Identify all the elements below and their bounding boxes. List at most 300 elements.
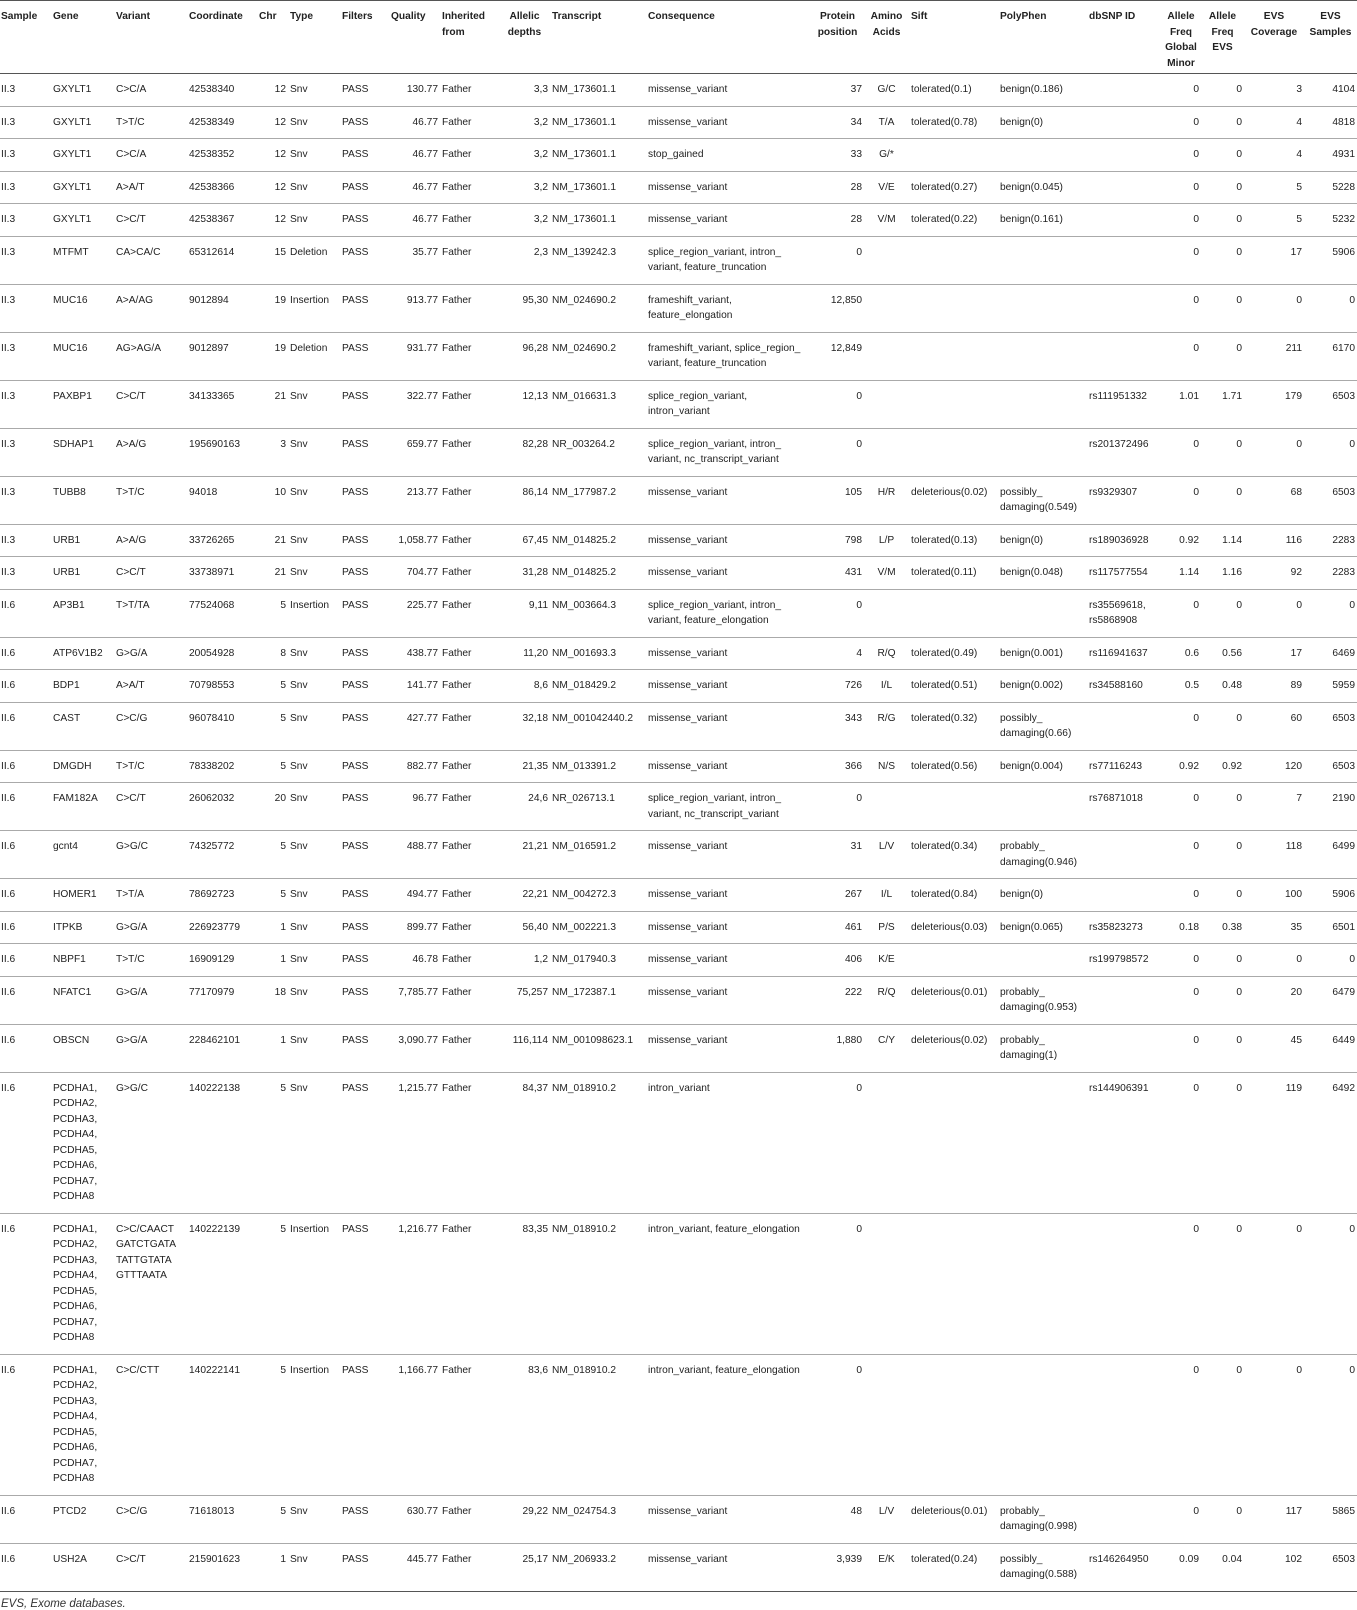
cell-coordinate: 16909129 xyxy=(187,944,257,977)
cell-inherited-from: Father xyxy=(440,589,499,637)
cell-amino-acids: H/R xyxy=(864,476,909,524)
cell-filters: PASS xyxy=(340,750,389,783)
cell-allele-freq-evs: 0 xyxy=(1201,284,1244,332)
cell-chr: 12 xyxy=(257,74,288,107)
cell-allele-freq-global-minor: 0 xyxy=(1161,1495,1201,1543)
cell-sample: II.6 xyxy=(0,1213,51,1354)
cell-protein-position: 267 xyxy=(811,879,864,912)
cell-allele-freq-evs: 0.04 xyxy=(1201,1543,1244,1591)
cell-allele-freq-evs: 0 xyxy=(1201,74,1244,107)
cell-filters: PASS xyxy=(340,944,389,977)
table-row xyxy=(0,284,1357,332)
cell-dbsnp-id: rs35569618, rs5868908 xyxy=(1087,589,1161,637)
cell-protein-position: 366 xyxy=(811,750,864,783)
cell-amino-acids: L/V xyxy=(864,831,909,879)
header-sift: Sift xyxy=(909,1,998,74)
cell-allele-freq-global-minor: 0 xyxy=(1161,1072,1201,1213)
cell-amino-acids: I/L xyxy=(864,879,909,912)
cell-variant: A>A/T xyxy=(114,670,187,703)
cell-sift xyxy=(909,428,998,476)
cell-inherited-from: Father xyxy=(440,783,499,831)
cell-sample: II.3 xyxy=(0,332,51,380)
cell-sift: tolerated(0.27) xyxy=(909,171,998,204)
header-allele-freq-global-minor: Allele Freq Global Minor xyxy=(1161,1,1201,74)
cell-evs-coverage: 0 xyxy=(1244,1354,1304,1495)
cell-chr: 5 xyxy=(257,750,288,783)
cell-allele-freq-global-minor: 1.01 xyxy=(1161,380,1201,428)
cell-sift xyxy=(909,944,998,977)
cell-sample: II.6 xyxy=(0,702,51,750)
cell-chr: 21 xyxy=(257,557,288,590)
header-type: Type xyxy=(288,1,340,74)
cell-sift xyxy=(909,589,998,637)
cell-type: Snv xyxy=(288,879,340,912)
cell-allele-freq-global-minor: 0.92 xyxy=(1161,750,1201,783)
cell-allelic-depths: 82,28 xyxy=(499,428,550,476)
cell-amino-acids: R/Q xyxy=(864,976,909,1024)
cell-variant: C>C/G xyxy=(114,702,187,750)
cell-dbsnp-id: rs9329307 xyxy=(1087,476,1161,524)
cell-consequence: missense_variant xyxy=(646,1495,811,1543)
cell-coordinate: 42538349 xyxy=(187,106,257,139)
cell-evs-coverage: 5 xyxy=(1244,204,1304,237)
cell-protein-position: 12,850 xyxy=(811,284,864,332)
cell-amino-acids: K/E xyxy=(864,944,909,977)
cell-inherited-from: Father xyxy=(440,1543,499,1591)
cell-amino-acids xyxy=(864,1354,909,1495)
cell-amino-acids: T/A xyxy=(864,106,909,139)
cell-gene: URB1 xyxy=(51,557,114,590)
cell-evs-coverage: 102 xyxy=(1244,1543,1304,1591)
cell-quality: 130.77 xyxy=(389,74,440,107)
cell-quality: 46.78 xyxy=(389,944,440,977)
cell-evs-samples: 5906 xyxy=(1304,879,1357,912)
cell-evs-samples: 6503 xyxy=(1304,380,1357,428)
cell-quality: 35.77 xyxy=(389,236,440,284)
table-row xyxy=(0,831,1357,879)
cell-allele-freq-global-minor: 0.92 xyxy=(1161,524,1201,557)
cell-polyphen: benign(0) xyxy=(998,524,1087,557)
cell-variant: T>T/C xyxy=(114,944,187,977)
cell-variant: G>G/A xyxy=(114,976,187,1024)
cell-inherited-from: Father xyxy=(440,74,499,107)
cell-allelic-depths: 12,13 xyxy=(499,380,550,428)
cell-protein-position: 4 xyxy=(811,637,864,670)
cell-allelic-depths: 22,21 xyxy=(499,879,550,912)
cell-quality: 882.77 xyxy=(389,750,440,783)
cell-evs-samples: 4818 xyxy=(1304,106,1357,139)
cell-consequence: splice_region_variant, intron_ variant, feature_truncation xyxy=(646,236,811,284)
cell-amino-acids: E/K xyxy=(864,1543,909,1591)
cell-variant: T>T/C xyxy=(114,106,187,139)
cell-coordinate: 226923779 xyxy=(187,911,257,944)
table-row xyxy=(0,1543,1357,1591)
cell-dbsnp-id: rs76871018 xyxy=(1087,783,1161,831)
cell-chr: 5 xyxy=(257,1072,288,1213)
cell-sample: II.3 xyxy=(0,428,51,476)
cell-transcript: NM_013391.2 xyxy=(550,750,646,783)
cell-allele-freq-evs: 0 xyxy=(1201,236,1244,284)
cell-consequence: missense_variant xyxy=(646,106,811,139)
cell-allele-freq-global-minor: 0 xyxy=(1161,204,1201,237)
cell-chr: 5 xyxy=(257,589,288,637)
cell-amino-acids: R/G xyxy=(864,702,909,750)
cell-evs-samples: 6492 xyxy=(1304,1072,1357,1213)
cell-sift xyxy=(909,139,998,172)
cell-coordinate: 96078410 xyxy=(187,702,257,750)
cell-dbsnp-id xyxy=(1087,1354,1161,1495)
cell-allele-freq-evs: 0.56 xyxy=(1201,637,1244,670)
cell-transcript: NM_173601.1 xyxy=(550,204,646,237)
table-row xyxy=(0,702,1357,750)
cell-type: Snv xyxy=(288,976,340,1024)
cell-chr: 5 xyxy=(257,1354,288,1495)
header-polyphen: PolyPhen xyxy=(998,1,1087,74)
cell-transcript: NM_001693.3 xyxy=(550,637,646,670)
cell-consequence: missense_variant xyxy=(646,944,811,977)
cell-allele-freq-global-minor: 1.14 xyxy=(1161,557,1201,590)
header-quality: Quality xyxy=(389,1,440,74)
cell-type: Snv xyxy=(288,204,340,237)
cell-consequence: missense_variant xyxy=(646,879,811,912)
cell-dbsnp-id xyxy=(1087,139,1161,172)
cell-evs-coverage: 17 xyxy=(1244,236,1304,284)
cell-allele-freq-global-minor: 0 xyxy=(1161,74,1201,107)
cell-allelic-depths: 67,45 xyxy=(499,524,550,557)
cell-sift: tolerated(0.34) xyxy=(909,831,998,879)
cell-coordinate: 42538340 xyxy=(187,74,257,107)
cell-coordinate: 94018 xyxy=(187,476,257,524)
cell-gene: GXYLT1 xyxy=(51,106,114,139)
cell-evs-samples: 5228 xyxy=(1304,171,1357,204)
table-row xyxy=(0,911,1357,944)
cell-filters: PASS xyxy=(340,589,389,637)
cell-sample: II.3 xyxy=(0,557,51,590)
header-dbsnp-id: dbSNP ID xyxy=(1087,1,1161,74)
cell-protein-position: 28 xyxy=(811,171,864,204)
cell-gene: URB1 xyxy=(51,524,114,557)
cell-protein-position: 33 xyxy=(811,139,864,172)
cell-amino-acids: G/* xyxy=(864,139,909,172)
cell-quality: 913.77 xyxy=(389,284,440,332)
cell-dbsnp-id xyxy=(1087,879,1161,912)
header-protein-position: Protein position xyxy=(811,1,864,74)
cell-consequence: stop_gained xyxy=(646,139,811,172)
cell-inherited-from: Father xyxy=(440,831,499,879)
cell-allelic-depths: 75,257 xyxy=(499,976,550,1024)
cell-variant: C>C/T xyxy=(114,557,187,590)
cell-chr: 5 xyxy=(257,670,288,703)
cell-polyphen xyxy=(998,1072,1087,1213)
cell-evs-samples: 0 xyxy=(1304,1213,1357,1354)
cell-gene: ATP6V1B2 xyxy=(51,637,114,670)
cell-type: Snv xyxy=(288,670,340,703)
cell-consequence: missense_variant xyxy=(646,74,811,107)
cell-allelic-depths: 29,22 xyxy=(499,1495,550,1543)
cell-coordinate: 140222138 xyxy=(187,1072,257,1213)
cell-polyphen: possibly_ damaging(0.66) xyxy=(998,702,1087,750)
cell-amino-acids xyxy=(864,332,909,380)
cell-protein-position: 0 xyxy=(811,783,864,831)
cell-evs-coverage: 5 xyxy=(1244,171,1304,204)
cell-amino-acids xyxy=(864,1213,909,1354)
cell-evs-coverage: 0 xyxy=(1244,284,1304,332)
cell-gene: AP3B1 xyxy=(51,589,114,637)
cell-evs-coverage: 92 xyxy=(1244,557,1304,590)
cell-quality: 659.77 xyxy=(389,428,440,476)
cell-protein-position: 222 xyxy=(811,976,864,1024)
cell-coordinate: 33726265 xyxy=(187,524,257,557)
cell-allele-freq-global-minor: 0 xyxy=(1161,831,1201,879)
cell-gene: MTFMT xyxy=(51,236,114,284)
cell-transcript: NM_016591.2 xyxy=(550,831,646,879)
cell-polyphen: benign(0.045) xyxy=(998,171,1087,204)
header-evs-coverage: EVS Coverage xyxy=(1244,1,1304,74)
cell-type: Snv xyxy=(288,783,340,831)
cell-chr: 5 xyxy=(257,879,288,912)
cell-evs-samples: 6499 xyxy=(1304,831,1357,879)
cell-gene: PAXBP1 xyxy=(51,380,114,428)
cell-polyphen: probably_ damaging(0.946) xyxy=(998,831,1087,879)
cell-type: Deletion xyxy=(288,332,340,380)
table-row xyxy=(0,524,1357,557)
cell-evs-coverage: 7 xyxy=(1244,783,1304,831)
header-transcript: Transcript xyxy=(550,1,646,74)
cell-evs-samples: 4104 xyxy=(1304,74,1357,107)
cell-sample: II.6 xyxy=(0,879,51,912)
cell-evs-coverage: 68 xyxy=(1244,476,1304,524)
cell-quality: 96.77 xyxy=(389,783,440,831)
cell-dbsnp-id: rs144906391 xyxy=(1087,1072,1161,1213)
cell-protein-position: 461 xyxy=(811,911,864,944)
cell-transcript: NM_018910.2 xyxy=(550,1072,646,1213)
cell-protein-position: 31 xyxy=(811,831,864,879)
cell-allelic-depths: 11,20 xyxy=(499,637,550,670)
cell-polyphen: benign(0.001) xyxy=(998,637,1087,670)
cell-amino-acids xyxy=(864,236,909,284)
cell-evs-coverage: 116 xyxy=(1244,524,1304,557)
cell-sift: tolerated(0.51) xyxy=(909,670,998,703)
cell-allelic-depths: 3,3 xyxy=(499,74,550,107)
cell-sample: II.6 xyxy=(0,1495,51,1543)
cell-inherited-from: Father xyxy=(440,1495,499,1543)
cell-filters: PASS xyxy=(340,380,389,428)
cell-coordinate: 77170979 xyxy=(187,976,257,1024)
cell-evs-coverage: 4 xyxy=(1244,139,1304,172)
cell-gene: HOMER1 xyxy=(51,879,114,912)
cell-dbsnp-id: rs201372496 xyxy=(1087,428,1161,476)
cell-protein-position: 406 xyxy=(811,944,864,977)
cell-evs-samples: 0 xyxy=(1304,589,1357,637)
cell-sample: II.6 xyxy=(0,831,51,879)
cell-allele-freq-evs: 0 xyxy=(1201,1354,1244,1495)
cell-amino-acids: L/P xyxy=(864,524,909,557)
cell-dbsnp-id xyxy=(1087,1213,1161,1354)
cell-protein-position: 1,880 xyxy=(811,1024,864,1072)
header-coordinate: Coordinate xyxy=(187,1,257,74)
cell-chr: 8 xyxy=(257,637,288,670)
cell-chr: 18 xyxy=(257,976,288,1024)
cell-inherited-from: Father xyxy=(440,476,499,524)
cell-allelic-depths: 83,35 xyxy=(499,1213,550,1354)
cell-dbsnp-id xyxy=(1087,1024,1161,1072)
cell-dbsnp-id: rs34588160 xyxy=(1087,670,1161,703)
header-consequence: Consequence xyxy=(646,1,811,74)
cell-filters: PASS xyxy=(340,476,389,524)
cell-type: Snv xyxy=(288,911,340,944)
cell-amino-acids xyxy=(864,783,909,831)
cell-allele-freq-evs: 0 xyxy=(1201,204,1244,237)
cell-allele-freq-global-minor: 0.18 xyxy=(1161,911,1201,944)
cell-allelic-depths: 3,2 xyxy=(499,139,550,172)
cell-sift xyxy=(909,1354,998,1495)
cell-gene: PCDHA1, PCDHA2, PCDHA3, PCDHA4, PCDHA5, PCDHA6, PCDHA7, PCDHA8 xyxy=(51,1072,114,1213)
cell-coordinate: 42538366 xyxy=(187,171,257,204)
cell-inherited-from: Father xyxy=(440,236,499,284)
cell-consequence: intron_variant xyxy=(646,1072,811,1213)
cell-gene: ITPKB xyxy=(51,911,114,944)
cell-filters: PASS xyxy=(340,171,389,204)
cell-inherited-from: Father xyxy=(440,284,499,332)
cell-evs-samples: 6503 xyxy=(1304,702,1357,750)
cell-allelic-depths: 96,28 xyxy=(499,332,550,380)
cell-amino-acids xyxy=(864,1072,909,1213)
cell-variant: G>G/C xyxy=(114,1072,187,1213)
cell-consequence: missense_variant xyxy=(646,637,811,670)
cell-inherited-from: Father xyxy=(440,524,499,557)
cell-amino-acids: V/M xyxy=(864,557,909,590)
cell-evs-samples: 5232 xyxy=(1304,204,1357,237)
cell-type: Snv xyxy=(288,1072,340,1213)
cell-inherited-from: Father xyxy=(440,557,499,590)
cell-allelic-depths: 21,35 xyxy=(499,750,550,783)
cell-amino-acids: L/V xyxy=(864,1495,909,1543)
cell-type: Insertion xyxy=(288,1213,340,1354)
cell-evs-coverage: 118 xyxy=(1244,831,1304,879)
cell-sift: tolerated(0.13) xyxy=(909,524,998,557)
cell-allele-freq-global-minor: 0 xyxy=(1161,1213,1201,1354)
cell-dbsnp-id xyxy=(1087,106,1161,139)
cell-allelic-depths: 9,11 xyxy=(499,589,550,637)
cell-allele-freq-global-minor: 0 xyxy=(1161,879,1201,912)
table-row xyxy=(0,879,1357,912)
cell-evs-samples: 0 xyxy=(1304,284,1357,332)
cell-allelic-depths: 84,37 xyxy=(499,1072,550,1213)
cell-sift: deleterious(0.03) xyxy=(909,911,998,944)
cell-variant: G>G/A xyxy=(114,911,187,944)
cell-sample: II.6 xyxy=(0,1072,51,1213)
cell-variant: C>C/A xyxy=(114,139,187,172)
cell-variant: T>T/C xyxy=(114,476,187,524)
cell-consequence: frameshift_variant, splice_region_ variant, feature_truncation xyxy=(646,332,811,380)
cell-chr: 19 xyxy=(257,284,288,332)
header-evs-samples: EVS Samples xyxy=(1304,1,1357,74)
cell-coordinate: 34133365 xyxy=(187,380,257,428)
table-row xyxy=(0,332,1357,380)
cell-allele-freq-global-minor: 0 xyxy=(1161,106,1201,139)
cell-allelic-depths: 3,2 xyxy=(499,171,550,204)
cell-sift: deleterious(0.01) xyxy=(909,976,998,1024)
cell-sample: II.3 xyxy=(0,236,51,284)
cell-evs-coverage: 211 xyxy=(1244,332,1304,380)
cell-gene: gcnt4 xyxy=(51,831,114,879)
cell-sift xyxy=(909,1213,998,1354)
cell-allele-freq-global-minor: 0 xyxy=(1161,171,1201,204)
cell-sift: deleterious(0.02) xyxy=(909,1024,998,1072)
table-row xyxy=(0,106,1357,139)
cell-quality: 899.77 xyxy=(389,911,440,944)
cell-allelic-depths: 32,18 xyxy=(499,702,550,750)
cell-type: Snv xyxy=(288,1543,340,1591)
cell-allele-freq-global-minor: 0 xyxy=(1161,428,1201,476)
cell-coordinate: 71618013 xyxy=(187,1495,257,1543)
cell-variant: G>G/C xyxy=(114,831,187,879)
cell-sift xyxy=(909,380,998,428)
cell-dbsnp-id xyxy=(1087,284,1161,332)
cell-sift: tolerated(0.11) xyxy=(909,557,998,590)
cell-allele-freq-global-minor: 0 xyxy=(1161,332,1201,380)
cell-filters: PASS xyxy=(340,879,389,912)
cell-sift xyxy=(909,284,998,332)
cell-allelic-depths: 8,6 xyxy=(499,670,550,703)
header-allele-freq-evs: Allele Freq EVS xyxy=(1201,1,1244,74)
cell-polyphen: benign(0.004) xyxy=(998,750,1087,783)
cell-sift: tolerated(0.32) xyxy=(909,702,998,750)
cell-inherited-from: Father xyxy=(440,380,499,428)
cell-gene: NBPF1 xyxy=(51,944,114,977)
cell-allelic-depths: 83,6 xyxy=(499,1354,550,1495)
cell-sift xyxy=(909,1072,998,1213)
table-row xyxy=(0,670,1357,703)
cell-allelic-depths: 86,14 xyxy=(499,476,550,524)
cell-evs-coverage: 89 xyxy=(1244,670,1304,703)
cell-polyphen xyxy=(998,236,1087,284)
cell-quality: 46.77 xyxy=(389,204,440,237)
cell-chr: 1 xyxy=(257,1024,288,1072)
cell-inherited-from: Father xyxy=(440,702,499,750)
cell-filters: PASS xyxy=(340,204,389,237)
cell-amino-acids xyxy=(864,284,909,332)
cell-sample: II.3 xyxy=(0,524,51,557)
cell-filters: PASS xyxy=(340,524,389,557)
cell-chr: 5 xyxy=(257,702,288,750)
cell-sample: II.6 xyxy=(0,911,51,944)
cell-transcript: NR_026713.1 xyxy=(550,783,646,831)
cell-sample: II.3 xyxy=(0,476,51,524)
cell-sift: tolerated(0.84) xyxy=(909,879,998,912)
cell-allele-freq-evs: 0.92 xyxy=(1201,750,1244,783)
cell-protein-position: 48 xyxy=(811,1495,864,1543)
table-row xyxy=(0,236,1357,284)
header-chr: Chr xyxy=(257,1,288,74)
cell-coordinate: 20054928 xyxy=(187,637,257,670)
cell-quality: 488.77 xyxy=(389,831,440,879)
cell-transcript: NM_172387.1 xyxy=(550,976,646,1024)
cell-coordinate: 140222139 xyxy=(187,1213,257,1354)
cell-type: Snv xyxy=(288,637,340,670)
cell-evs-coverage: 179 xyxy=(1244,380,1304,428)
cell-variant: A>A/G xyxy=(114,428,187,476)
cell-filters: PASS xyxy=(340,1543,389,1591)
cell-gene: OBSCN xyxy=(51,1024,114,1072)
cell-protein-position: 0 xyxy=(811,1072,864,1213)
cell-sample: II.6 xyxy=(0,589,51,637)
cell-quality: 445.77 xyxy=(389,1543,440,1591)
cell-allelic-depths: 31,28 xyxy=(499,557,550,590)
cell-sift xyxy=(909,783,998,831)
cell-evs-samples: 5959 xyxy=(1304,670,1357,703)
cell-gene: CAST xyxy=(51,702,114,750)
